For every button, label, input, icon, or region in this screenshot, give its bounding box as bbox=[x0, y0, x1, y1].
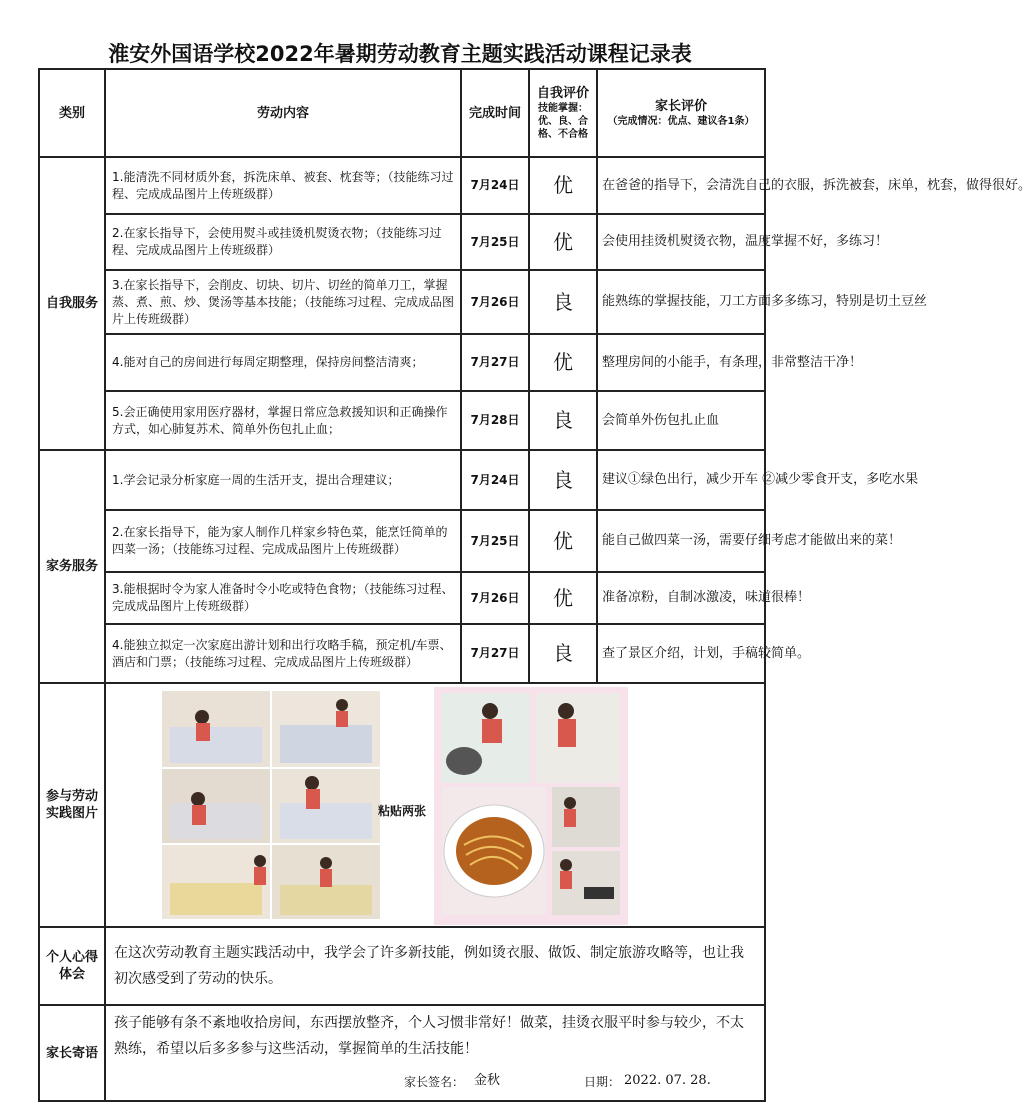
parent-eval-title: 家长评价 bbox=[654, 99, 707, 114]
self-evaluation: 优 bbox=[529, 157, 597, 214]
parent-evaluation: 在爸爸的指导下，会清洗自己的衣服，拆洗被套，床单，枕套，做得很好。 bbox=[597, 157, 765, 214]
parent-evaluation: 建议①绿色出行，减少开车 ②减少零食开支，多吃水果 bbox=[597, 450, 765, 510]
table-row bbox=[39, 214, 765, 270]
record-table bbox=[38, 68, 1031, 1102]
self-evaluation: 良 bbox=[529, 270, 597, 334]
photo-cooking-collage bbox=[434, 687, 628, 925]
reflection-text: 在这次劳动教育主题实践活动中，我学会了许多新技能，例如烫衣服、做饭、制定旅游攻略等，也让我初次感受到了劳动的快乐。 bbox=[105, 927, 765, 1005]
completion-date: 7月26日 bbox=[461, 572, 529, 624]
header-row bbox=[39, 69, 765, 157]
parent-evaluation: 查了景区介绍，计划，手稿较简单。 bbox=[597, 624, 765, 683]
completion-date: 7月25日 bbox=[461, 510, 529, 572]
header-time: 完成时间 bbox=[461, 69, 529, 157]
sign-date: 2022. 07. 28. bbox=[624, 1073, 711, 1088]
reflection-row bbox=[39, 927, 765, 1005]
completion-date: 7月27日 bbox=[461, 624, 529, 683]
self-evaluation: 良 bbox=[529, 391, 597, 450]
parent-evaluation: 能熟练的掌握技能，刀工方面多多练习，特别是切土豆丝 bbox=[597, 270, 765, 334]
self-evaluation: 优 bbox=[529, 334, 597, 391]
self-evaluation: 良 bbox=[529, 624, 597, 683]
header-self-eval bbox=[529, 69, 597, 157]
labor-content: 2.在家长指导下，能为家人制作几样家乡特色菜，能烹饪简单的四菜一汤；（技能练习过程、完成成品图片上传班级群） bbox=[105, 510, 461, 572]
parent-evaluation: 整理房间的小能手，有条理，非常整洁干净！ bbox=[597, 334, 765, 391]
self-eval-title: 自我评价 bbox=[536, 86, 589, 101]
header-category: 类别 bbox=[39, 69, 105, 157]
table-row bbox=[39, 391, 765, 450]
table-row bbox=[39, 510, 765, 572]
section-category: 家长寄语 bbox=[39, 1005, 105, 1101]
photo-collage bbox=[106, 685, 764, 925]
completion-date: 7月25日 bbox=[461, 214, 529, 270]
completion-date: 7月26日 bbox=[461, 270, 529, 334]
self-evaluation: 优 bbox=[529, 214, 597, 270]
page-title: 淮安外国语学校2022年暑期劳动教育主题实践活动课程记录表 bbox=[108, 42, 692, 66]
parent-evaluation: 会简单外伤包扎止血 bbox=[597, 391, 765, 450]
self-evaluation: 优 bbox=[529, 510, 597, 572]
photo-paste-label: 粘贴两张 bbox=[378, 804, 427, 818]
labor-content: 4.能对自己的房间进行每周定期整理，保持房间整洁清爽； bbox=[105, 334, 461, 391]
table-row bbox=[39, 572, 765, 624]
parent-evaluation: 会使用挂烫机熨烫衣物，温度掌握不好，多练习！ bbox=[597, 214, 765, 270]
labor-content: 1.能清洗不同材质外套，拆洗床单、被套、枕套等；（技能练习过程、完成成品图片上传班级群） bbox=[105, 157, 461, 214]
labor-content: 4.能独立拟定一次家庭出游计划和出行攻略手稿，预定机/车票、酒店和门票；（技能练习过程、完成成品图片上传班级群） bbox=[105, 624, 461, 683]
labor-content: 1.学会记录分析家庭一周的生活开支，提出合理建议； bbox=[105, 450, 461, 510]
parent-message-row bbox=[39, 1005, 765, 1101]
table-row bbox=[39, 270, 765, 334]
parent-message-cell bbox=[105, 1005, 765, 1101]
signature-label: 家长签名： bbox=[404, 1075, 465, 1089]
self-evaluation: 良 bbox=[529, 450, 597, 510]
parent-signature: 金秋 bbox=[474, 1073, 501, 1088]
photos-row bbox=[39, 683, 765, 927]
self-eval-note: 技能掌握：优、良、合格、不合格 bbox=[538, 103, 588, 140]
photo-bed-collage bbox=[162, 691, 380, 919]
completion-date: 7月28日 bbox=[461, 391, 529, 450]
bedroom-photos-image bbox=[162, 691, 380, 919]
date-label: 日期： bbox=[584, 1075, 621, 1089]
signature-row bbox=[114, 1074, 756, 1092]
completion-date: 7月24日 bbox=[461, 450, 529, 510]
labor-content: 3.能根据时令为家人准备时令小吃或特色食物；（技能练习过程、完成成品图片上传班级群） bbox=[105, 572, 461, 624]
table-row bbox=[39, 157, 765, 214]
parent-message-text: 孩子能够有条不紊地收拾房间，东西摆放整齐，个人习惯非常好！做菜，挂烫衣服平时参与较少，不太熟练，希望以后多多参与这些活动，掌握简单的生活技能！ bbox=[114, 1015, 744, 1057]
table-row bbox=[39, 450, 765, 510]
table-row bbox=[39, 334, 765, 391]
section-category: 家务服务 bbox=[39, 450, 105, 683]
section-category: 参与劳动实践图片 bbox=[39, 683, 105, 927]
cooking-photos-image bbox=[434, 687, 628, 925]
parent-eval-note: （完成情况：优点、建议各1条） bbox=[607, 116, 755, 127]
section-category: 个人心得体会 bbox=[39, 927, 105, 1005]
header-content: 劳动内容 bbox=[105, 69, 461, 157]
parent-evaluation: 准备凉粉，自制冰激凌，味道很棒！ bbox=[597, 572, 765, 624]
completion-date: 7月27日 bbox=[461, 334, 529, 391]
section-category: 自我服务 bbox=[39, 157, 105, 450]
completion-date: 7月24日 bbox=[461, 157, 529, 214]
labor-content: 3.在家长指导下，会削皮、切块、切片、切丝的简单刀工，掌握蒸、煮、煎、炒、煲汤等基本技能；（技能练习过程、完成成品图片上传班级群） bbox=[105, 270, 461, 334]
labor-content: 2.在家长指导下，会使用熨斗或挂烫机熨烫衣物；（技能练习过程、完成成品图片上传班级群） bbox=[105, 214, 461, 270]
self-evaluation: 优 bbox=[529, 572, 597, 624]
photo-area bbox=[105, 683, 765, 927]
header-parent-eval bbox=[597, 69, 765, 157]
table-row bbox=[39, 624, 765, 683]
parent-evaluation: 能自己做四菜一汤，需要仔细考虑才能做出来的菜！ bbox=[597, 510, 765, 572]
labor-content: 5.会正确使用家用医疗器材，掌握日常应急救援知识和正确操作方式，如心肺复苏术、简单外伤包扎止血； bbox=[105, 391, 461, 450]
